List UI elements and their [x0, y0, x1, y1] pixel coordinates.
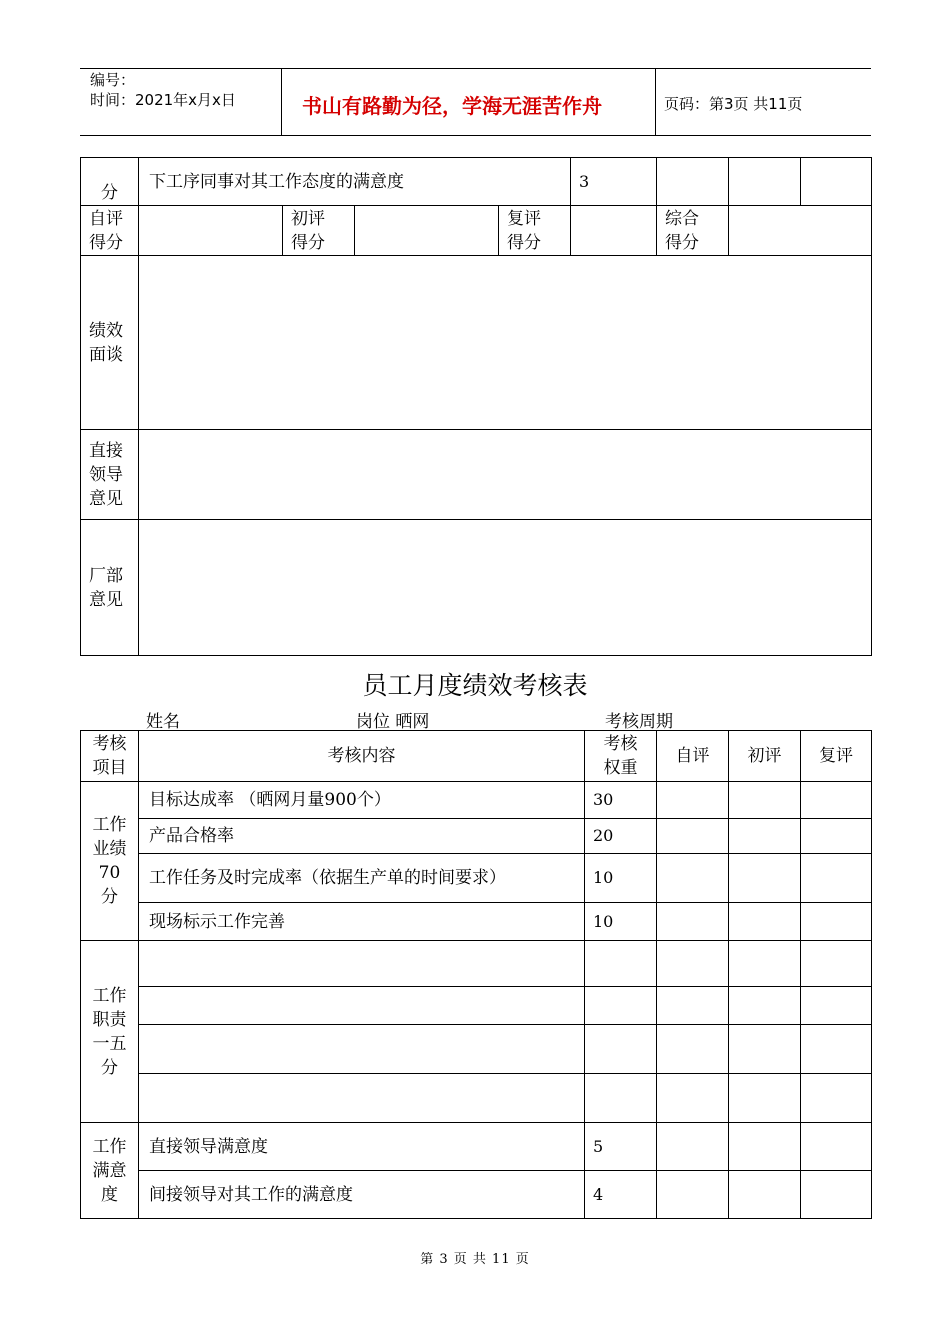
satisfaction-group-label: 工作 满意 度 — [81, 1123, 139, 1219]
first-header: 初评 — [729, 731, 801, 782]
leader-row — [81, 430, 872, 520]
weight-value: 30 — [585, 782, 657, 819]
criteria-cell[interactable] — [139, 987, 585, 1025]
self-score-cell[interactable] — [657, 1171, 729, 1219]
self-score-cell[interactable] — [657, 854, 729, 903]
criteria-cell[interactable] — [139, 1074, 585, 1123]
weight-cell[interactable] — [585, 987, 657, 1025]
first-score-cell[interactable] — [729, 987, 801, 1025]
header-divider-right — [655, 68, 656, 136]
self-score-cell[interactable] — [657, 819, 729, 854]
self-score-field[interactable] — [139, 206, 283, 256]
interview-label: 绩效 面谈 — [81, 256, 139, 430]
self-score-cell[interactable] — [657, 941, 729, 987]
weight-value: 20 — [585, 819, 657, 854]
second-score-label: 复评 得分 — [499, 206, 571, 256]
weight-value: 4 — [585, 1171, 657, 1219]
criteria-text: 下工序同事对其工作态度的满意度 — [139, 158, 571, 206]
criteria-text: 工作任务及时完成率（依据生产单的时间要求） — [139, 854, 585, 903]
factory-row — [81, 520, 872, 656]
second-score-field[interactable] — [571, 206, 657, 256]
weight-cell[interactable] — [585, 941, 657, 987]
name-label: 姓名 — [146, 712, 180, 732]
row-label: 分 — [81, 158, 139, 206]
factory-opinion-field[interactable] — [139, 520, 872, 656]
criteria-text: 直接领导满意度 — [139, 1123, 585, 1171]
header-top-rule — [80, 68, 871, 69]
table-row — [81, 854, 872, 903]
first-score-label: 初评 得分 — [283, 206, 355, 256]
first-score-cell[interactable] — [729, 819, 801, 854]
code-label: 编号： — [90, 71, 136, 89]
criteria-text: 间接领导对其工作的满意度 — [139, 1171, 585, 1219]
page-footer: 第 3 页 共 11 页 — [420, 1252, 530, 1267]
table-row — [81, 819, 872, 854]
review-table — [80, 157, 872, 656]
first-score-cell[interactable] — [729, 941, 801, 987]
header-divider-left — [281, 68, 282, 136]
first-score-field[interactable] — [355, 206, 499, 256]
time-label: 时间：2021年x月x日 — [90, 91, 236, 109]
table-row — [81, 903, 872, 941]
criteria-cell[interactable] — [139, 1025, 585, 1074]
page-info: 页码：第3页 共11页 — [664, 95, 803, 113]
table-row — [81, 1074, 872, 1123]
criteria-text: 目标达成率 （晒网月量900个） — [139, 782, 585, 819]
first-score-cell[interactable] — [729, 1074, 801, 1123]
table-row — [81, 987, 872, 1025]
first-score-cell[interactable] — [729, 1123, 801, 1171]
table-row — [81, 158, 872, 206]
leader-opinion-label: 直接 领导 意见 — [81, 430, 139, 520]
slogan: 书山有路勤为径，学海无涯苦作舟 — [302, 94, 602, 118]
assessment-table — [80, 730, 872, 1219]
second-header: 复评 — [801, 731, 872, 782]
self-score-cell[interactable] — [657, 987, 729, 1025]
self-header: 自评 — [657, 731, 729, 782]
second-score-cell[interactable] — [801, 158, 872, 206]
first-score-cell[interactable] — [729, 854, 801, 903]
first-score-cell[interactable] — [729, 782, 801, 819]
second-score-cell[interactable] — [801, 941, 872, 987]
performance-group-label: 工作 业绩 70 分 — [81, 782, 139, 941]
second-score-cell[interactable] — [801, 903, 872, 941]
table-row — [81, 941, 872, 987]
first-score-cell[interactable] — [729, 903, 801, 941]
weight-value: 10 — [585, 854, 657, 903]
total-score-field[interactable] — [729, 206, 872, 256]
first-score-cell[interactable] — [729, 1171, 801, 1219]
criteria-text: 产品合格率 — [139, 819, 585, 854]
item-header: 考核 项目 — [81, 731, 139, 782]
table-row — [81, 1171, 872, 1219]
interview-field[interactable] — [139, 256, 872, 430]
second-score-cell[interactable] — [801, 819, 872, 854]
duty-group-label: 工作 职责 一五 分 — [81, 941, 139, 1123]
first-score-cell[interactable] — [729, 158, 801, 206]
self-score-cell[interactable] — [657, 903, 729, 941]
header-row — [81, 731, 872, 782]
self-score-label: 自评 得分 — [81, 206, 139, 256]
table-row — [81, 1123, 872, 1171]
second-score-cell[interactable] — [801, 1074, 872, 1123]
self-score-cell[interactable] — [657, 1074, 729, 1123]
factory-opinion-label: 厂部 意见 — [81, 520, 139, 656]
criteria-cell[interactable] — [139, 941, 585, 987]
total-score-label: 综合 得分 — [657, 206, 729, 256]
self-score-cell[interactable] — [657, 1123, 729, 1171]
criteria-text: 现场标示工作完善 — [139, 903, 585, 941]
table-row — [81, 782, 872, 819]
weight-cell[interactable] — [585, 1025, 657, 1074]
self-score-cell[interactable] — [657, 1025, 729, 1074]
self-score-cell[interactable] — [657, 782, 729, 819]
weight-header: 考核 权重 — [585, 731, 657, 782]
second-score-cell[interactable] — [801, 782, 872, 819]
content-header: 考核内容 — [139, 731, 585, 782]
interview-row — [81, 256, 872, 430]
first-score-cell[interactable] — [729, 1025, 801, 1074]
self-score-cell[interactable] — [657, 158, 729, 206]
second-score-cell[interactable] — [801, 854, 872, 903]
leader-opinion-field[interactable] — [139, 430, 872, 520]
position-label: 岗位 晒网 — [356, 712, 430, 732]
second-score-cell[interactable] — [801, 1025, 872, 1074]
second-score-cell[interactable] — [801, 1123, 872, 1171]
second-score-cell[interactable] — [801, 1171, 872, 1219]
second-score-cell[interactable] — [801, 987, 872, 1025]
table-row — [81, 1025, 872, 1074]
weight-value: 5 — [585, 1123, 657, 1171]
weight-value: 10 — [585, 903, 657, 941]
header-bottom-rule — [80, 135, 871, 136]
period-label: 考核周期 — [605, 712, 673, 732]
scores-row — [81, 206, 872, 256]
weight-cell[interactable] — [585, 1074, 657, 1123]
form-title: 员工月度绩效考核表 — [362, 671, 588, 700]
weight-value: 3 — [571, 158, 657, 206]
